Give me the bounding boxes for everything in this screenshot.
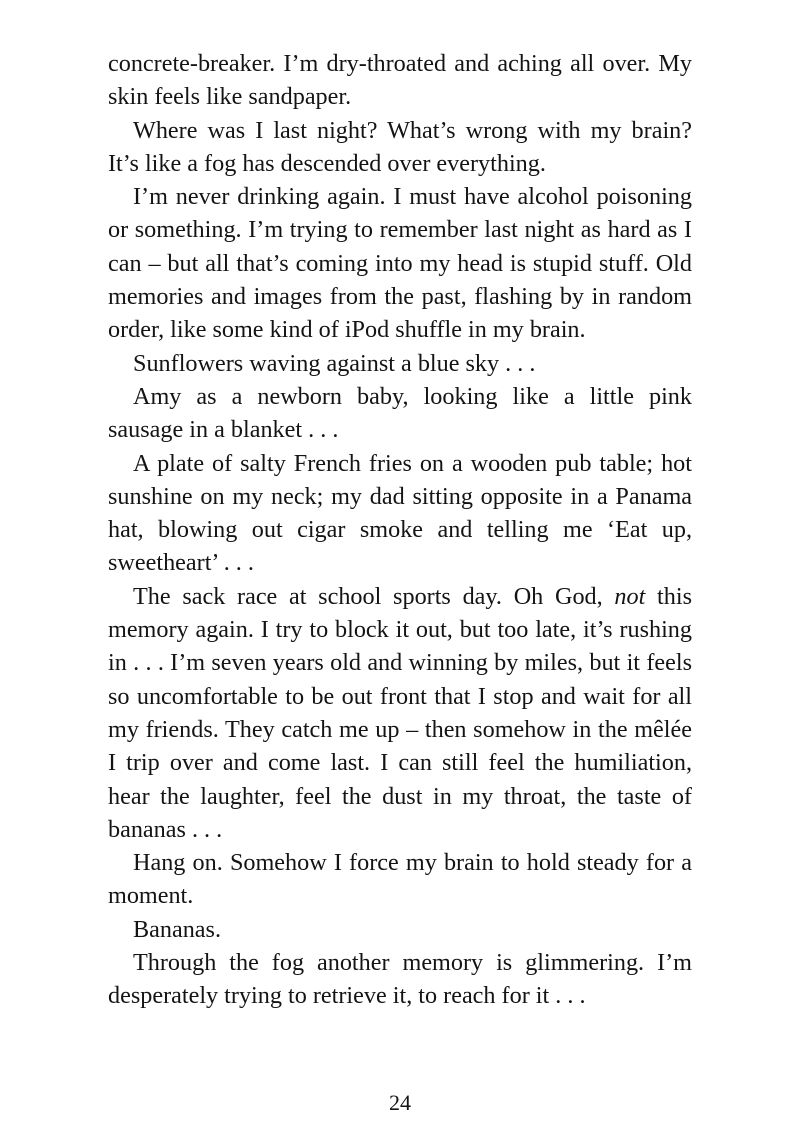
page-body bbox=[108, 47, 692, 1013]
paragraph-continued: concrete-breaker. I’m dry-throated and aching all over. My skin feels like sandpaper. bbox=[108, 50, 692, 111]
paragraph-with-emphasis bbox=[108, 580, 692, 846]
paragraph: A plate of salty French fries on a wooden pub table; hot sunshine on my neck; my dad sitting opposite in a Panama hat, blowing out cigar smoke and telling me ‘Eat up, sweetheart’ . . . bbox=[108, 449, 692, 577]
paragraph: Sunflowers waving against a blue sky . . . bbox=[133, 349, 536, 377]
page-number: 24 bbox=[389, 1090, 411, 1115]
paragraph: Hang on. Somehow I force my brain to hold steady for a moment. bbox=[108, 849, 692, 910]
paragraph: Amy as a newborn baby, looking like a little pink sausage in a blanket . . . bbox=[108, 382, 692, 444]
paragraph: I’m never drinking again. I must have alcohol poisoning or something. I’m trying to remember last night as hard as I can – but all that’s coming into my head is stupid stuff. Old memories and images from the past, flashing by in random order, like some kind of iPod shuffle in my brain. bbox=[108, 183, 692, 344]
paragraph-text-before-emphasis: The sack race at school sports day. Oh God, bbox=[133, 582, 615, 610]
paragraph: Where was I last night? What’s wrong with my brain? It’s like a fog has descended over everything. bbox=[108, 116, 692, 177]
emphasized-word: not bbox=[614, 582, 646, 610]
paragraph-text-after-emphasis: this memory again. I try to block it out, but too late, it’s rushing in . . . I’m seven years old and winning by miles, but it feels so uncomfortable to be out front that I stop and wait for all my friends. They catch me up – then somehow in the mêlée I trip over and come last. I can still feel the humiliation, hear the laughter, feel the dust in my throat, the taste of bananas . . . bbox=[108, 582, 692, 843]
paragraph: Bananas. bbox=[133, 915, 221, 943]
paragraph: Through the fog another memory is glimmering. I’m desperately trying to retrieve it, to reach for it . . . bbox=[108, 949, 692, 1010]
